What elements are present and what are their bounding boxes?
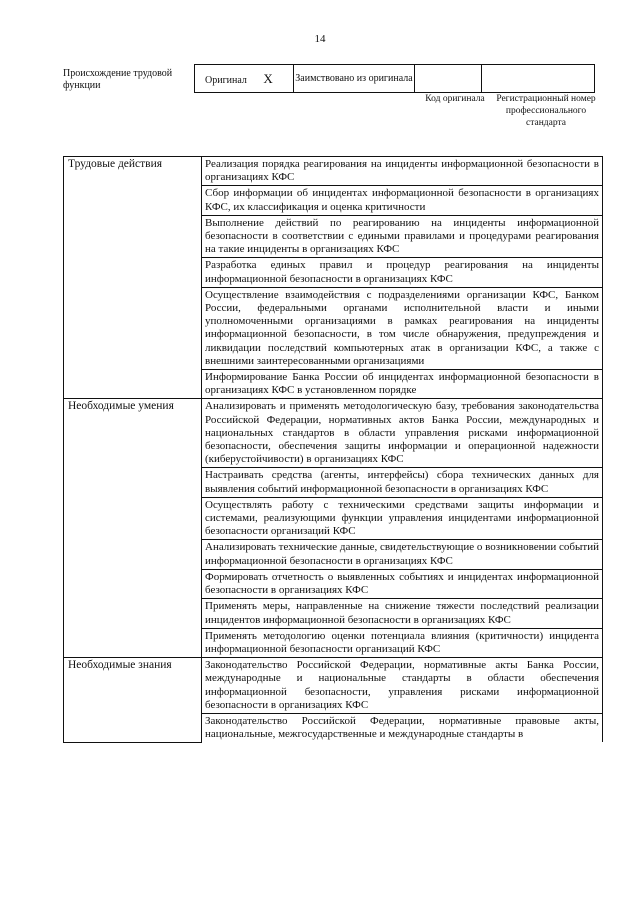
- origin-label: Происхождение трудовой функции: [63, 68, 173, 91]
- section-item: Информирование Банка России об инцидентах информационной безопасности в организациях КФС в установленном порядке: [202, 370, 603, 399]
- reg-number-caption: Регистрационный номер профессионального стандарта: [496, 94, 596, 128]
- reg-number-cell: [482, 65, 595, 93]
- section-title: Трудовые действия: [64, 157, 202, 399]
- section-item: Анализировать и применять методологическую базу, требования законодательства Российской Федерации, нормативных актов Банка России, международных и национальных стандартов в области управления рисками информационной безопасности, обеспечения защиты информации и операционной надежности (киберустойчивости) в организациях КФС: [202, 399, 603, 468]
- origin-table: [194, 64, 595, 93]
- table-row: [64, 399, 603, 468]
- section-item: Выполнение действий по реагированию на инциденты информационной безопасности в соответствии с едиными правилами и процедурами реагирования на такие инциденты в организациях КФС: [202, 215, 603, 258]
- section-item: Применять методологию оценки потенциала влияния (критичности) инцидента информационной безопасности организаций КФС: [202, 628, 603, 657]
- section-item: Законодательство Российской Федерации, нормативные правовые акты, национальные, межгосударственные и международные стандарты в: [202, 713, 603, 742]
- section-title: Необходимые знания: [64, 658, 202, 743]
- section-item: Настраивать средства (агенты, интерфейсы) сбора технических данных для выявления событий информационной безопасности в организациях КФС: [202, 468, 603, 497]
- section-item: Реализация порядка реагирования на инциденты информационной безопасности в организациях КФС: [202, 157, 603, 186]
- code-caption: Код оригинала: [425, 94, 485, 104]
- borrowed-cell: Заимствовано из оригинала: [294, 65, 415, 93]
- section-title: Необходимые умения: [64, 399, 202, 658]
- original-label: Оригинал: [205, 74, 247, 86]
- section-item: Анализировать технические данные, свидетельствующие о возникновении событий информационной безопасности в организациях КФС: [202, 540, 603, 569]
- table-row: [64, 658, 603, 714]
- section-item: Законодательство Российской Федерации, нормативные акты Банка России, международные и национальные стандарты в области обеспечения информационной безопасности, управления рисками информационной безопасности в организациях КФС: [202, 658, 603, 714]
- section-item: Разработка единых правил и процедур реагирования на инциденты информационной безопасности в организациях КФС: [202, 258, 603, 287]
- section-item: Применять меры, направленные на снижение тяжести последствий реализации инцидентов информационной безопасности в организациях КФС: [202, 599, 603, 628]
- labor-function-table: [63, 156, 603, 743]
- code-cell: [415, 65, 482, 93]
- section-item: Сбор информации об инцидентах информационной безопасности в организациях КФС, их классификация и оценка критичности: [202, 186, 603, 215]
- original-cell: [195, 65, 294, 93]
- section-item: Осуществлять работу с техническими средствами защиты информации и системами, реализующими функции управления инцидентами информационной безопасности организаций КФС: [202, 497, 603, 540]
- section-item: Осуществление взаимодействия с подразделениями организации КФС, Банком России, федеральными органами исполнительной власти и иными уполномоченными организациями в рамках реагирования на инциденты информационной безопасности, в том числе обнаружения, предупреждения и ликвидации последствий компьютерных атак в организации КФС, а также с внешними заинтересованными организациями: [202, 287, 603, 369]
- page-number: 14: [314, 33, 326, 45]
- section-item: Формировать отчетность о выявленных событиях и инцидентах информационной безопасности в организациях КФС: [202, 569, 603, 598]
- original-mark: X: [263, 70, 273, 86]
- table-row: [64, 157, 603, 186]
